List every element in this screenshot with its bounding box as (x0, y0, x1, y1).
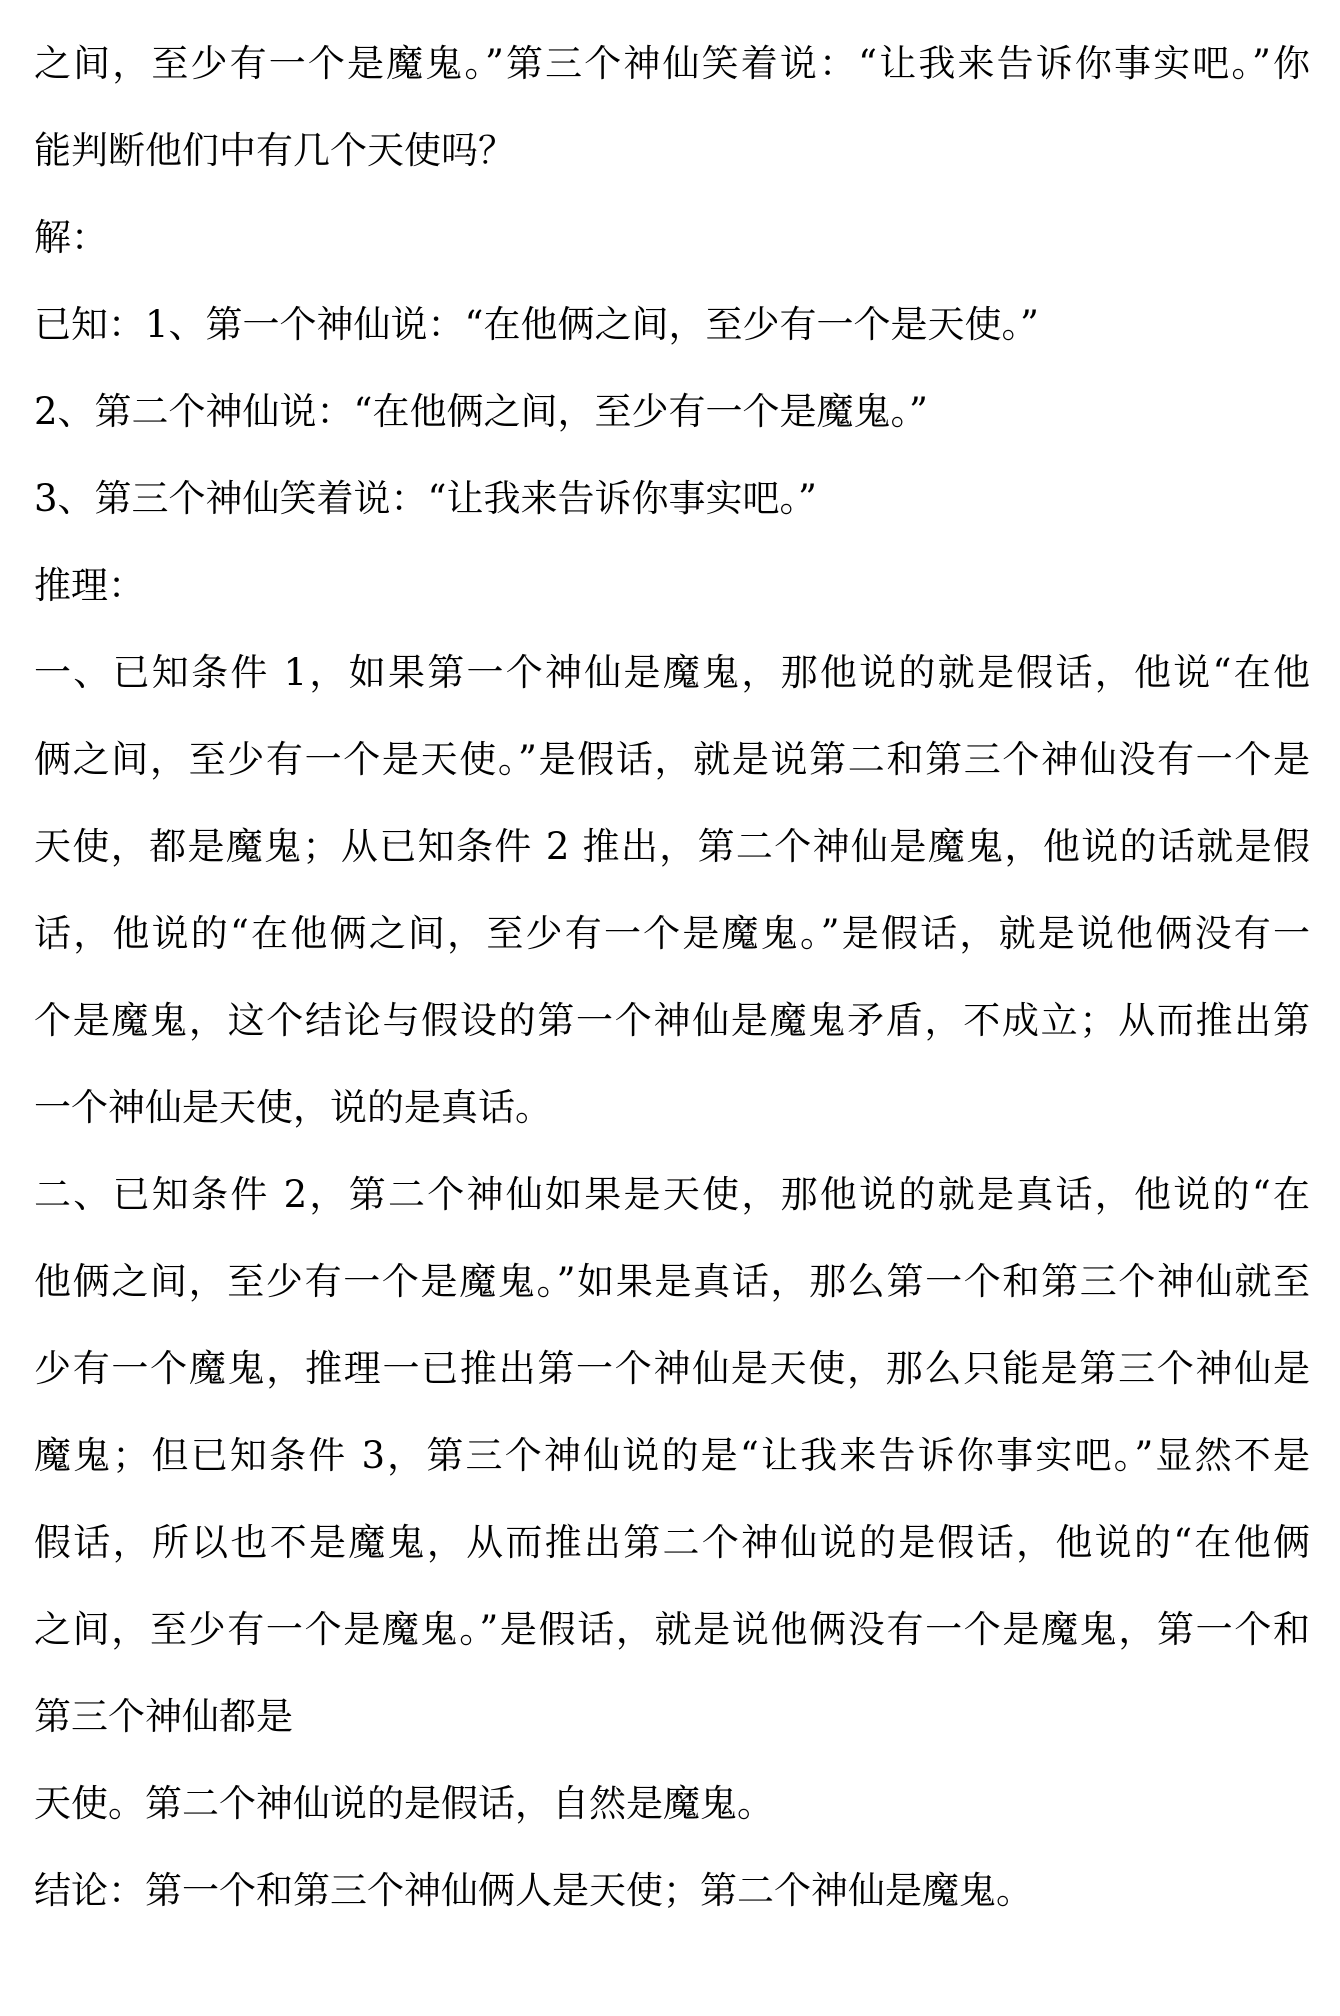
reasoning-heading: 推理： (34, 564, 145, 607)
text-line-1: 之间，至少有一个是魔鬼。”第三个神仙笑着说：“让我来告诉你事实吧。”你 (34, 42, 1310, 85)
given-condition-1: 已知：1、第一个神仙说：“在他俩之间，至少有一个是天使。” (34, 303, 1039, 346)
conclusion-line: 结论：第一个和第三个神仙俩人是天使；第二个神仙是魔鬼。 (34, 1869, 1033, 1912)
reasoning-1-line-5: 个是魔鬼，这个结论与假设的第一个神仙是魔鬼矛盾，不成立；从而推出第 (34, 999, 1310, 1042)
solution-heading: 解： (34, 216, 108, 259)
reasoning-2-line-3: 少有一个魔鬼，推理一已推出第一个神仙是天使，那么只能是第三个神仙是 (34, 1347, 1310, 1390)
given-condition-2: 2、第二个神仙说：“在他俩之间，至少有一个是魔鬼。” (34, 390, 928, 433)
reasoning-1-line-2: 俩之间，至少有一个是天使。”是假话，就是说第二和第三个神仙没有一个是 (34, 738, 1310, 781)
reasoning-1-line-4: 话，他说的“在他俩之间，至少有一个是魔鬼。”是假话，就是说他俩没有一 (34, 912, 1310, 955)
reasoning-1-line-6: 一个神仙是天使，说的是真话。 (34, 1086, 552, 1129)
reasoning-2-line-8: 天使。第二个神仙说的是假话，自然是魔鬼。 (34, 1782, 774, 1825)
reasoning-2-line-7: 第三个神仙都是 (34, 1695, 293, 1738)
reasoning-2-line-2: 他俩之间，至少有一个是魔鬼。”如果是真话，那么第一个和第三个神仙就至 (34, 1260, 1310, 1303)
given-condition-3: 3、第三个神仙笑着说：“让我来告诉你事实吧。” (34, 477, 817, 520)
reasoning-2-line-4: 魔鬼；但已知条件 3，第三个神仙说的是“让我来告诉你事实吧。”显然不是 (34, 1434, 1310, 1477)
reasoning-2-line-5: 假话，所以也不是魔鬼，从而推出第二个神仙说的是假话，他说的“在他俩 (34, 1521, 1310, 1564)
reasoning-1-line-1: 一、已知条件 1，如果第一个神仙是魔鬼，那他说的就是假话，他说“在他 (34, 651, 1310, 694)
reasoning-2-line-6: 之间，至少有一个是魔鬼。”是假话，就是说他俩没有一个是魔鬼，第一个和 (34, 1608, 1310, 1651)
text-line-2: 能判断他们中有几个天使吗？ (34, 129, 515, 172)
reasoning-1-line-3: 天使，都是魔鬼；从已知条件 2 推出，第二个神仙是魔鬼，他说的话就是假 (34, 825, 1310, 868)
document-page (34, 20, 1310, 1934)
reasoning-2-line-1: 二、已知条件 2，第二个神仙如果是天使，那他说的就是真话，他说的“在 (34, 1173, 1310, 1216)
